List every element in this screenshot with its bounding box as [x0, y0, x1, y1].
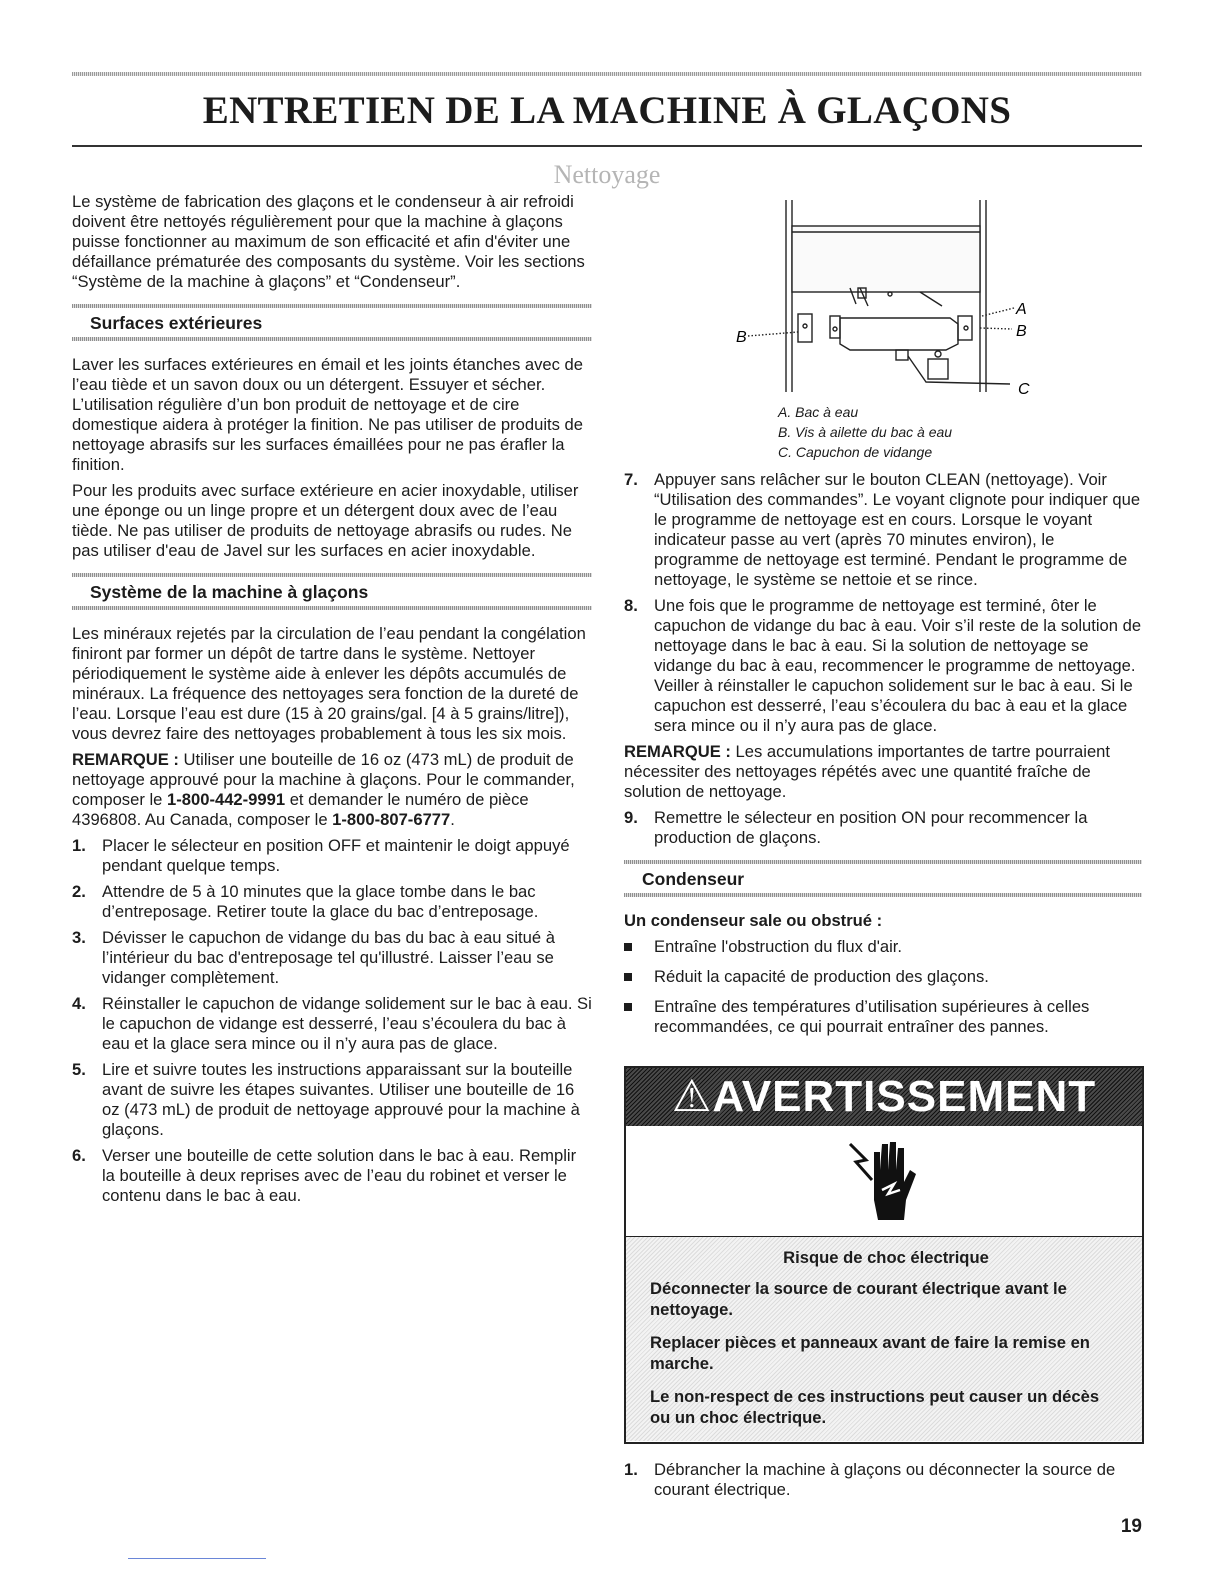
- intro-paragraph: Le système de fabrication des glaçons et le condenseur à air refroidi doivent être nettoyés régulièrement pour que la machine à glaçons puisse fonctionner au maximum de son efficacité et afin d'éviter une défaillance prématurée des composants du système. Voir les sections “Système de la machine à glaçons” et “Condenseur”.: [72, 192, 585, 291]
- final-step: [624, 1460, 1142, 1506]
- condenser-heading: Condenseur: [642, 869, 745, 889]
- warning-triangle-icon: ⚠: [671, 1072, 713, 1121]
- note-label: REMARQUE :: [72, 750, 179, 769]
- caption-c: C. Capuchon de vidange: [778, 444, 933, 460]
- left-column: [72, 192, 592, 1212]
- note-text: .: [450, 810, 455, 829]
- label-c: C: [1018, 381, 1030, 398]
- hatch-rule: [624, 893, 1142, 897]
- step-number: 8.: [624, 596, 638, 615]
- phone-number-canada: 1-800-807-6777: [332, 810, 451, 829]
- remark-note: [624, 742, 1142, 802]
- system-heading-block: [72, 573, 592, 610]
- warning-risk: Risque de choc électrique: [783, 1248, 989, 1267]
- warning-box: [624, 1066, 1144, 1444]
- warning-line: Déconnecter la source de courant électrique avant le nettoyage.: [650, 1279, 1067, 1319]
- water-trough-diagram: [730, 196, 1050, 406]
- condenser-subheading-text: Un condenseur sale ou obstrué :: [624, 911, 883, 930]
- step-number: 1.: [624, 1460, 638, 1479]
- condenser-subheading: [624, 911, 1142, 931]
- system-note: [72, 750, 592, 830]
- step-item: [72, 882, 592, 922]
- surfaces-heading-block: [72, 304, 592, 341]
- bullet-item: [624, 997, 1142, 1037]
- warning-banner: [626, 1068, 1142, 1126]
- condenser-bullets: [624, 937, 1142, 1037]
- bullet-text: Réduit la capacité de production des glaçons.: [654, 967, 989, 986]
- hatch-rule: [72, 606, 592, 610]
- step-item: [72, 1146, 592, 1206]
- caption-b: B. Vis à ailette du bac à eau: [778, 424, 953, 440]
- system-paragraph: Les minéraux rejetés par la circulation de l’eau pendant la congélation finiront par former un dépôt de tartre dans le système. Nettoyer périodiquement le système aide à enlever les dépôts accumulés de minéraux. La fréquence des nettoyages sera fonction de la dureté de l’eau. Lorsque l’eau est dure (15 à 20 grains/gal. [4 à 5 grains/litre]), vous devrez faire des nettoyages probablement à tous les six mois.: [72, 624, 586, 743]
- electric-shock-hand-icon: [844, 1134, 924, 1230]
- step-number: 3.: [72, 928, 86, 947]
- step-text: Lire et suivre toutes les instructions apparaissant sur la bouteille avant de suivre les étapes suivantes. Utiliser une bouteille de 16 oz (473 mL) de produit de nettoyage approuvé pour la machine à glaçons.: [102, 1060, 580, 1139]
- step-item: [72, 1060, 592, 1140]
- step-text: Verser une bouteille de cette solution dans le bac à eau. Remplir la bouteille à deux reprises avec de l’eau du robinet et verser le contenu dans le bac à eau.: [102, 1146, 577, 1205]
- system-heading: Système de la machine à glaçons: [90, 582, 369, 602]
- label-b-right: B: [1016, 323, 1027, 340]
- step-item: [72, 928, 592, 988]
- surfaces-paragraph-2: Pour les produits avec surface extérieure en acier inoxydable, utiliser une éponge ou un linge propre et un détergent doux avec de l’eau tiède. Ne pas utiliser de produits de nettoyage abrasifs ou rudes. Ne pas utiliser d'eau de Javel sur les surfaces en acier inoxydable.: [72, 481, 579, 560]
- page-number: 19: [1120, 1516, 1142, 1537]
- step-text: Réinstaller le capuchon de vidange solidement sur le bac à eau. Si le capuchon de vidange est desserré, l’eau s’écoulera du bac à eau et la glace sera mince ou il n’y aura pas de glace.: [102, 994, 592, 1053]
- bullet-text: Entraîne des températures d’utilisation supérieures à celles recommandées, ce qui pourrait entraîner des pannes.: [654, 997, 1090, 1036]
- steps-list-right: [624, 470, 1142, 736]
- step-item: [72, 836, 592, 876]
- caption-a: A. Bac à eau: [778, 404, 859, 420]
- label-b-left: B: [736, 329, 747, 346]
- note-text: et demander le numéro de pièce 4396808. Au Canada, composer le: [72, 790, 529, 829]
- page-title: ENTRETIEN DE LA MACHINE À GLAÇONS: [202, 89, 1012, 132]
- warning-line: Replacer pièces et panneaux avant de faire la remise en marche.: [650, 1333, 1090, 1373]
- final-steps-list: [624, 1460, 1142, 1500]
- title-rule: [72, 145, 1142, 147]
- step-text: Placer le sélecteur en position OFF et maintenir le doigt appuyé pendant quelque temps.: [102, 836, 570, 875]
- step-number: 9.: [624, 808, 638, 827]
- section-title: Nettoyage: [553, 160, 661, 189]
- step-item: [624, 808, 1142, 848]
- label-a: A: [1016, 301, 1027, 318]
- note-text: Utiliser une bouteille de 16 oz (473 mL) de produit de nettoyage approuvé pour la machine à glaçons. Pour le commander, composer le: [72, 750, 575, 809]
- step-text: Débrancher la machine à glaçons ou déconnecter la source de courant électrique.: [654, 1460, 1116, 1499]
- surfaces-heading: Surfaces extérieures: [90, 313, 263, 333]
- step-text: Remettre le sélecteur en position ON pour recommencer la production de glaçons.: [654, 808, 1088, 847]
- top-rule: [72, 72, 1142, 76]
- bullet-item: [624, 967, 1142, 987]
- warning-body: [626, 1237, 1142, 1441]
- steps-list-left: [72, 836, 592, 1206]
- bullet-square-icon: [624, 1003, 632, 1011]
- step-text: Une fois que le programme de nettoyage est terminé, ôter le capuchon de vidange du bac à eau. Voir s’il reste de la solution de nettoyage dans le bac à eau. Si la solution de nettoyage se vidange du bac à eau, recommencer le programme de nettoyage. Veiller à réinstaller le capuchon solidement sur le bac à eau. Si le capuchon est desserré, l’eau s’écoulera du bac à eau et la glace sera mince ou il n’y aura pas de glace.: [654, 596, 1142, 735]
- warning-banner-text: AVERTISSEMENT: [712, 1072, 1097, 1121]
- step-number: 5.: [72, 1060, 86, 1079]
- footer-rule: [128, 1558, 266, 1559]
- step-number: 1.: [72, 836, 86, 855]
- step-number: 6.: [72, 1146, 86, 1165]
- figure-captions: [778, 402, 952, 462]
- warning-icon-area: [626, 1126, 1142, 1237]
- step-item: [624, 470, 1142, 590]
- step-text: Attendre de 5 à 10 minutes que la glace tombe dans le bac d’entreposage. Retirer toute la glace du bac d’entreposage.: [102, 882, 539, 921]
- steps-list-right-2: [624, 808, 1142, 848]
- bullet-square-icon: [624, 943, 632, 951]
- step-text: Appuyer sans relâcher sur le bouton CLEAN (nettoyage). Voir “Utilisation des commandes”. Le voyant clignote pour indiquer que le programme de nettoyage est en cours. Lorsque le voyant indicateur passe au vert (après 70 minutes environ), le programme de nettoyage est terminé. Pendant le programme de nettoyage, le système se nettoie et se rince.: [654, 470, 1141, 589]
- surfaces-paragraph-1: Laver les surfaces extérieures en émail et les joints étanches avec de l’eau tiède et un savon doux ou un détergent. Essuyer et sécher. L’utilisation régulière d’un bon produit de nettoyage et de cire domestique aidera à protéger la finition. Ne pas utiliser de produits de nettoyage abrasifs sur les surfaces émaillées pour ne pas érafler la finition.: [72, 355, 584, 474]
- bullet-square-icon: [624, 973, 632, 981]
- bullet-text: Entraîne l'obstruction du flux d'air.: [654, 937, 903, 956]
- hatch-rule: [72, 337, 592, 341]
- step-number: 2.: [72, 882, 86, 901]
- step-text: Dévisser le capuchon de vidange du bas du bac à eau situé à l’intérieur du bac d'entreposage tel qu'illustré. Laisser l’eau se vidanger complètement.: [102, 928, 555, 987]
- warning-line: Le non-respect de ces instructions peut causer un décès ou un choc électrique.: [650, 1387, 1100, 1427]
- right-column: [624, 470, 1142, 1047]
- bullet-item: [624, 937, 1142, 957]
- step-item: [624, 1460, 1142, 1500]
- step-number: 4.: [72, 994, 86, 1013]
- condenser-heading-block: [624, 860, 1142, 897]
- step-item: [72, 994, 592, 1054]
- note-label: REMARQUE :: [624, 742, 731, 761]
- step-item: [624, 596, 1142, 736]
- note-text: Les accumulations importantes de tartre pourraient nécessiter des nettoyages répétés avec une quantité fraîche de solution de nettoyage.: [624, 742, 1111, 801]
- phone-number: 1-800-442-9991: [167, 790, 286, 809]
- step-number: 7.: [624, 470, 638, 489]
